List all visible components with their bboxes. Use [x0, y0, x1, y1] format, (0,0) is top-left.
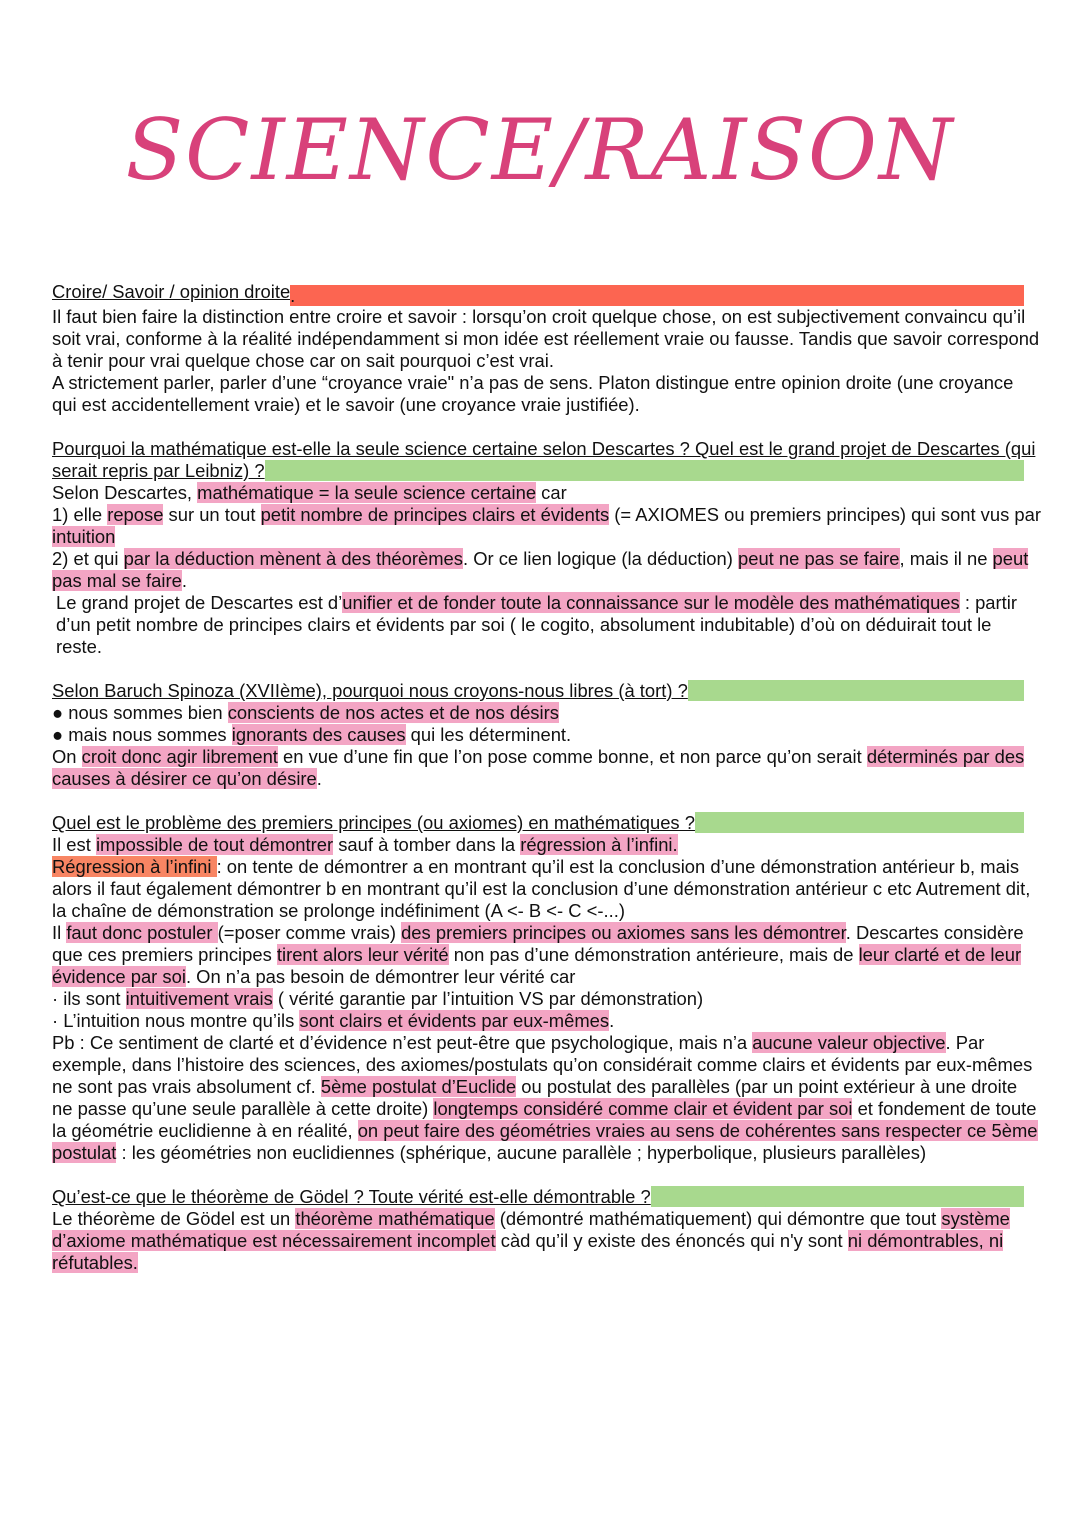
highlight: intuition [52, 526, 116, 547]
highlight-orange: Régression à l’infini [52, 856, 217, 877]
section-premiers-principes [52, 812, 1042, 834]
section-heading: Pourquoi la mathématique est-elle la seule science certaine selon Descartes ? Quel est le grand projet de Descartes (qui serait repris par Leibniz) ? [52, 438, 1036, 481]
section-descartes [52, 438, 1042, 482]
paragraph: Il faut donc postuler (=poser comme vrais) des premiers principes ou axiomes sans les démontrer. Descartes considère que ces premiers principes tirent alors leur vérité non pas d’une démonstration antérieure, mais de leur clarté et de leur évidence par soi. On n’a pas besoin de démontrer leur vérité car [52, 922, 1024, 987]
highlight: conscients de nos actes et de nos désirs [227, 702, 559, 723]
highlight: on peut faire des géométries vraies au sens de cohérentes sans respecter ce 5ème postulat [52, 1120, 1038, 1163]
green-highlight-bar [265, 460, 1024, 481]
section-spinoza [52, 680, 1042, 702]
list-item: · ils sont intuitivement vrais ( vérité garantie par l’intuition VS par démonstration) [52, 988, 704, 1009]
paragraph: On croit donc agir librement en vue d’une fin que l’on pose comme bonne, et non parce qu’on serait déterminés par des causes à désirer ce qu’on désire. [52, 746, 1025, 789]
highlight: ni démontrables, ni réfutables. [52, 1230, 1004, 1273]
heading-dot: . [290, 285, 296, 306]
paragraph: Le théorème de Gödel est un théorème mathématique (démontré mathématiquement) qui démontre que tout système d’axiome mathématique est nécessairement incomplet càd qu’il y existe des énoncés qui n'y sont ni démontrables, ni réfutables. [52, 1208, 1010, 1273]
paragraph: Régression à l’infini : on tente de démontrer a en montrant qu’il est la conclusion d’une démonstration antérieur b, mais alors il faut également démontrer b en montrant qu’il est la conclusion d’une démonstration antérieur c etc Autrement dit, la chaîne de démonstration se prolonge indéfiniment (A <- B <- C <-...) [52, 856, 1031, 921]
bullet-item: ● mais nous sommes ignorants des causes qui les déterminent. [52, 724, 572, 745]
highlight: théorème mathématique [295, 1208, 495, 1229]
highlight: sont clairs et évidents par eux-mêmes [299, 1010, 610, 1031]
highlight: tirent alors leur vérité [276, 944, 449, 965]
paragraph: Il faut bien faire la distinction entre croire et savoir : lorsqu’on croit quelque chose, on est subjectivement convaincu qu’il soit vrai, conforme à la réalité indépendamment si mon idée est réellement vraie ou fausse. Tandis que savoir correspond à tenir pour vrai quelque chose car on sait pourquoi c’est vrai. [52, 306, 1040, 371]
green-highlight-bar [651, 1186, 1024, 1207]
paragraph: 2) et qui par la déduction mènent à des théorèmes. Or ce lien logique (la déduction) peut ne pas se faire, mais il ne peut pas mal se faire. [52, 548, 1029, 591]
highlight: repose [107, 504, 164, 525]
section-heading: Qu’est-ce que le théorème de Gödel ? Toute vérité est-elle démontrable ? [52, 1186, 651, 1207]
highlight: faut donc postuler [66, 922, 218, 943]
paragraph: Il est impossible de tout démontrer sauf à tomber dans la régression à l’infini. [52, 834, 678, 855]
highlight: aucune valeur objective [752, 1032, 946, 1053]
section-heading: Croire/ Savoir / opinion droite [52, 281, 291, 302]
paragraph: A strictement parler, parler d’une “croyance vraie" n’a pas de sens. Platon distingue entre opinion droite (une croyance qui est accidentellement vraie) et le savoir (une croyance vraie justifiée). [52, 372, 1014, 415]
paragraph: Pb : Ce sentiment de clarté et d’évidence n’est peut-être que psychologique, mais n’a aucune valeur objective. Par exemple, dans l’histoire des sciences, des axiomes/postulats qu’on considérait comme clairs et évidents par eux-mêmes ne sont pas vrais absolument cf. 5ème postulat d’Euclide ou postulat des parallèles (par un point extérieur à une droite ne passe qu’une seule parallèle à cette droite) longtemps considéré comme clair et évident par soi et fondement de toute la géométrie euclidienne à en réalité, on peut faire des géométries vraies au sens de cohérentes sans respecter ce 5ème postulat : les géométries non euclidiennes (sphérique, aucune parallèle ; hyperbolique, plusieurs parallèles) [52, 1032, 1038, 1163]
green-highlight-bar [688, 680, 1024, 701]
highlight: unifier et de fonder toute la connaissance sur le modèle des mathématiques [342, 592, 960, 613]
highlight: mathématique = la seule science certaine [197, 482, 537, 503]
document-body [52, 281, 1042, 1274]
highlight: déterminés par des causes à désirer ce qu’on désire [52, 746, 1025, 789]
highlight: croit donc agir librement [81, 746, 278, 767]
list-item: · L’intuition nous montre qu’ils sont clairs et évidents par eux-mêmes. [52, 1010, 615, 1031]
highlight: 5ème postulat d’Euclide [320, 1076, 517, 1097]
highlight: longtemps considéré comme clair et évident par soi [433, 1098, 853, 1119]
section-godel [52, 1186, 1042, 1208]
highlight: des premiers principes ou axiomes sans les démontrer [401, 922, 846, 943]
highlight: petit nombre de principes clairs et évidents [260, 504, 610, 525]
paragraph: 1) elle repose sur un tout petit nombre de principes clairs et évidents (= AXIOMES ou premiers principes) qui sont vus par intuition [52, 504, 1041, 547]
highlight: leur clarté et de leur évidence par soi [52, 944, 1022, 987]
highlight: peut pas mal se faire [52, 548, 1029, 591]
green-highlight-bar [695, 812, 1024, 833]
highlight: impossible de tout démontrer [95, 834, 334, 855]
highlight: régression à l’infini. [520, 834, 678, 855]
section-heading: Quel est le problème des premiers principes (ou axiomes) en mathématiques ? [52, 812, 695, 833]
highlight: intuitivement vrais [125, 988, 273, 1009]
section-heading: Selon Baruch Spinoza (XVIIème), pourquoi nous croyons-nous libres (à tort) ? [52, 680, 688, 701]
page-title: SCIENCE/RAISON [125, 101, 955, 199]
paragraph: Selon Descartes, mathématique = la seule science certaine car [52, 482, 567, 503]
red-highlight-bar [290, 285, 1024, 306]
paragraph: Le grand projet de Descartes est d’unifier et de fonder toute la connaissance sur le modèle des mathématiques : partir d’un petit nombre de principes clairs et évidents par soi ( le cogito, absolument indubitable) d’où on déduirait tout le reste. [56, 592, 1017, 657]
highlight: peut ne pas se faire [737, 548, 900, 569]
highlight: système d’axiome mathématique est nécessairement incomplet [52, 1208, 1010, 1251]
section-croire-savoir [52, 281, 1042, 306]
bullet-item: ● nous sommes bien conscients de nos actes et de nos désirs [52, 702, 559, 723]
highlight: par la déduction mènent à des théorèmes [123, 548, 463, 569]
highlight: ignorants des causes [231, 724, 406, 745]
